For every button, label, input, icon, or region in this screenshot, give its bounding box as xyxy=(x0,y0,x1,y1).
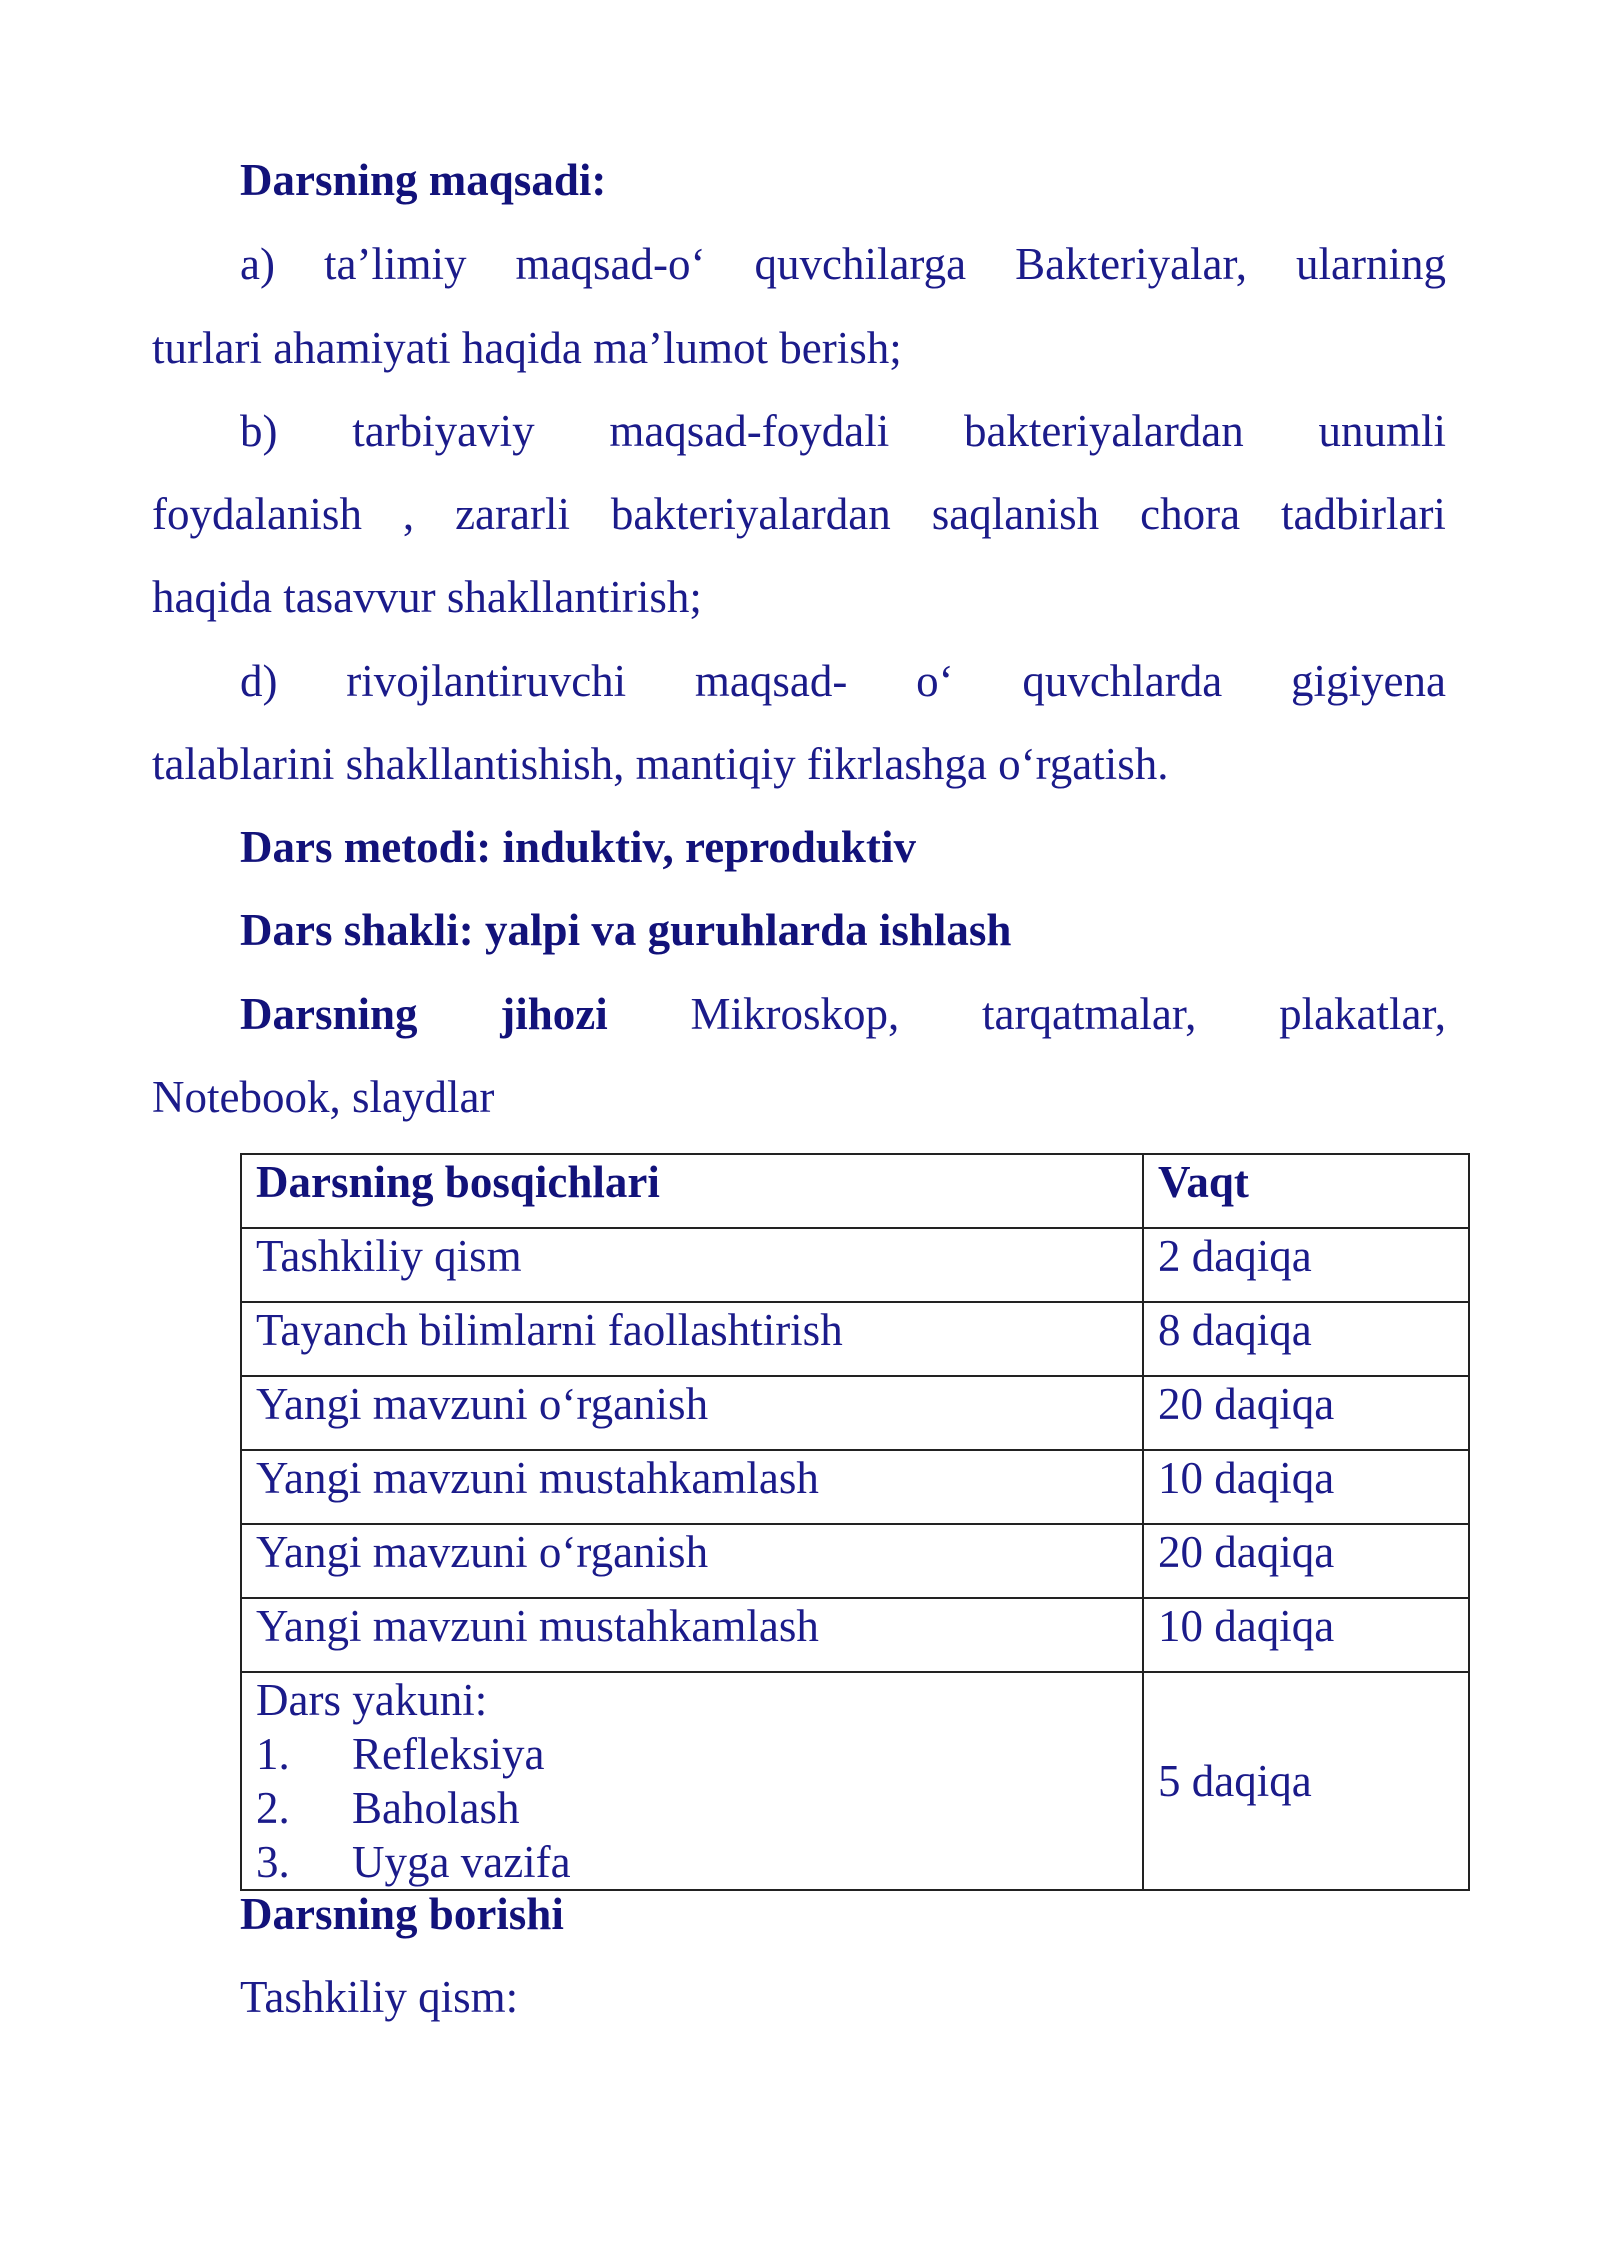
lesson-method: Dars metodi: induktiv, reproduktiv xyxy=(240,822,916,872)
table-row-final xyxy=(241,1672,1469,1890)
lesson-form: Dars shakli: yalpi va guruhlarda ishlash xyxy=(240,905,1012,955)
goal-b-word: tarbiyaviy xyxy=(352,406,535,456)
goal-b-line-1 xyxy=(240,403,1446,459)
table-row xyxy=(241,1302,1469,1376)
final-list-item xyxy=(256,1835,1128,1889)
time-cell: 10 daqiqa xyxy=(1143,1598,1469,1672)
time-cell: 8 daqiqa xyxy=(1143,1302,1469,1376)
time-cell: 20 daqiqa xyxy=(1143,1524,1469,1598)
table-row xyxy=(241,1598,1469,1672)
goal-d-line-1 xyxy=(240,653,1446,709)
equipment-label: Darsning xyxy=(240,989,418,1039)
table-row xyxy=(241,1524,1469,1598)
goal-a-word: Bakteriyalar, xyxy=(1015,239,1247,289)
final-time-cell: 5 daqiqa xyxy=(1143,1672,1469,1890)
final-list-item xyxy=(256,1727,1128,1781)
goal-b-line-2 xyxy=(152,486,1446,542)
goal-d-word: rivojlantiruvchi xyxy=(346,656,627,706)
goal-b-word: zararli xyxy=(455,489,570,539)
header-time: Vaqt xyxy=(1143,1154,1469,1228)
goal-b-word: maqsad-foydali xyxy=(609,406,890,456)
goal-a-word: ta’limiy xyxy=(324,239,467,289)
goal-d-word: gigiyena xyxy=(1290,656,1446,706)
goal-b-word: tadbirlari xyxy=(1281,489,1446,539)
lesson-stages-table xyxy=(240,1153,1470,1891)
goal-a-word: ularning xyxy=(1296,239,1446,289)
goal-b-word: bakteriyalardan xyxy=(610,489,891,539)
final-stage-title: Dars yakuni: xyxy=(256,1675,488,1725)
goal-d-word: o‘ xyxy=(916,656,954,706)
stage-cell: Yangi mavzuni o‘rganish xyxy=(241,1376,1143,1450)
goal-b-word: chora xyxy=(1140,489,1241,539)
stage-cell: Yangi mavzuni mustahkamlash xyxy=(241,1450,1143,1524)
goal-d-word: quvchlarda xyxy=(1022,656,1223,706)
equipment-item: Mikroskop, xyxy=(690,989,900,1039)
list-text: Refleksiya xyxy=(352,1729,545,1779)
goal-d-word: maqsad- xyxy=(694,656,848,706)
goal-b-word: foydalanish xyxy=(152,489,362,539)
list-number: 2. xyxy=(256,1783,290,1833)
goal-b-word: unumli xyxy=(1318,406,1446,456)
stage-cell: Tashkiliy qism xyxy=(241,1228,1143,1302)
stage-cell: Tayanch bilimlarni faollashtirish xyxy=(241,1302,1143,1376)
lesson-progress-heading: Darsning borishi xyxy=(240,1889,564,1939)
goal-b-line-3: haqida tasavvur shakllantirish; xyxy=(152,572,702,622)
time-cell: 2 daqiqa xyxy=(1143,1228,1469,1302)
stage-cell: Yangi mavzuni o‘rganish xyxy=(241,1524,1143,1598)
list-text: Baholash xyxy=(352,1783,520,1833)
equipment-label: jihozi xyxy=(500,989,608,1039)
equipment-line-2: Notebook, slaydlar xyxy=(152,1072,495,1122)
goal-b-word: , xyxy=(402,489,415,539)
time-cell: 10 daqiqa xyxy=(1143,1450,1469,1524)
table-row xyxy=(241,1450,1469,1524)
stage-cell: Yangi mavzuni mustahkamlash xyxy=(241,1598,1143,1672)
equipment-item: tarqatmalar, xyxy=(982,989,1197,1039)
final-stage-cell xyxy=(241,1672,1143,1890)
goal-a-word: maqsad-o‘ xyxy=(515,239,706,289)
organizational-part-heading: Tashkiliy qism: xyxy=(240,1972,519,2022)
goal-b-word: bakteriyalardan xyxy=(963,406,1244,456)
table-row xyxy=(241,1376,1469,1450)
goal-a-word: a) xyxy=(240,239,275,289)
equipment-line-1 xyxy=(240,986,1446,1042)
header-stage: Darsning bosqichlari xyxy=(241,1154,1143,1228)
table-row xyxy=(241,1228,1469,1302)
equipment-item: plakatlar, xyxy=(1279,989,1446,1039)
time-cell: 20 daqiqa xyxy=(1143,1376,1469,1450)
goal-a-word: quvchilarga xyxy=(754,239,967,289)
goal-a-line-1 xyxy=(240,236,1446,292)
list-number: 3. xyxy=(256,1837,290,1887)
goal-d-line-2: talablarini shakllantishish, mantiqiy fikrlashga o‘rgatish. xyxy=(152,739,1169,789)
goals-heading: Darsning maqsadi: xyxy=(240,155,607,205)
table-header-row xyxy=(241,1154,1469,1228)
final-list-item xyxy=(256,1781,1128,1835)
goal-b-word: b) xyxy=(240,406,278,456)
list-text: Uyga vazifa xyxy=(352,1837,571,1887)
goal-d-word: d) xyxy=(240,656,278,706)
goal-b-word: saqlanish xyxy=(931,489,1100,539)
goal-a-line-2: turlari ahamiyati haqida ma’lumot berish; xyxy=(152,323,902,373)
list-number: 1. xyxy=(256,1729,290,1779)
